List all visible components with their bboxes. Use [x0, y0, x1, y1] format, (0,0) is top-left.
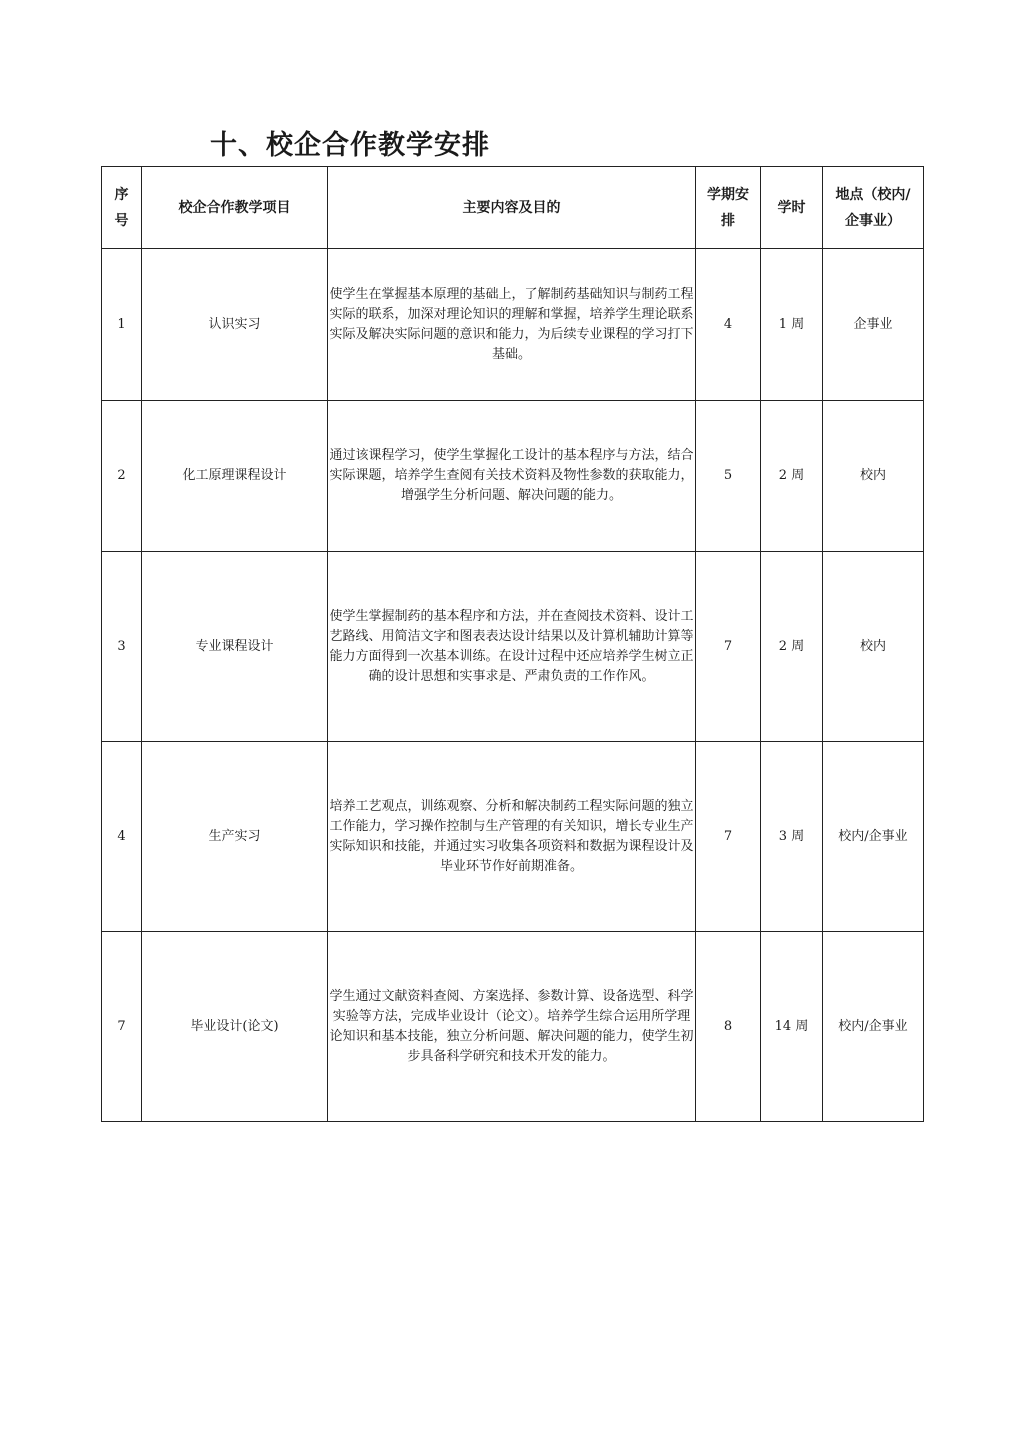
- row-semester: 5: [696, 401, 761, 552]
- row-semester: 8: [696, 932, 761, 1122]
- row-content: 学生通过文献资料查阅、方案选择、参数计算、设备选型、科学实验等方法，完成毕业设计（论文）。培养学生综合运用所学理论知识和基本技能，独立分析问题、解决问题的能力，使学生初步具备科学研究和技术开发的能力。: [328, 932, 696, 1122]
- row-content: 通过该课程学习，使学生掌握化工设计的基本程序与方法，结合实际课题，培养学生查阅有关技术资料及物性参数的获取能力，增强学生分析问题、解决问题的能力。: [328, 401, 696, 552]
- header-semester: 学期安排: [696, 167, 761, 249]
- row-hours: 2 周: [761, 401, 823, 552]
- row-content: 使学生在掌握基本原理的基础上，了解制药基础知识与制药工程实际的联系，加深对理论知识的理解和掌握，培养学生理论联系实际及解决实际问题的意识和能力，为后续专业课程的学习打下基础。: [328, 249, 696, 401]
- header-project: 校企合作教学项目: [142, 167, 328, 249]
- header-row: [102, 167, 924, 249]
- row-seq: 2: [102, 401, 142, 552]
- table-row: [102, 552, 924, 742]
- row-seq: 4: [102, 742, 142, 932]
- row-seq: 3: [102, 552, 142, 742]
- table-body: [102, 249, 924, 1122]
- row-project: 生产实习: [142, 742, 328, 932]
- row-project: 毕业设计(论文): [142, 932, 328, 1122]
- table-row: [102, 249, 924, 401]
- row-seq: 1: [102, 249, 142, 401]
- row-location: 校内/企事业: [823, 932, 924, 1122]
- table-header: [102, 167, 924, 249]
- header-location: 地点（校内/企事业）: [823, 167, 924, 249]
- row-project: 专业课程设计: [142, 552, 328, 742]
- row-seq: 7: [102, 932, 142, 1122]
- header-seq: 序号: [102, 167, 142, 249]
- row-location: 企事业: [823, 249, 924, 401]
- table-row: [102, 742, 924, 932]
- row-semester: 7: [696, 552, 761, 742]
- header-content: 主要内容及目的: [328, 167, 696, 249]
- row-project: 化工原理课程设计: [142, 401, 328, 552]
- row-project: 认识实习: [142, 249, 328, 401]
- row-hours: 3 周: [761, 742, 823, 932]
- row-semester: 4: [696, 249, 761, 401]
- row-location: 校内: [823, 401, 924, 552]
- teaching-schedule-table: [101, 166, 924, 1122]
- row-hours: 1 周: [761, 249, 823, 401]
- row-content: 培养工艺观点，训练观察、分析和解决制药工程实际问题的独立工作能力，学习操作控制与生产管理的有关知识，增长专业生产实际知识和技能，并通过实习收集各项资料和数据为课程设计及毕业环节作好前期准备。: [328, 742, 696, 932]
- row-content: 使学生掌握制药的基本程序和方法，并在查阅技术资料、设计工艺路线、用简洁文字和图表表达设计结果以及计算机辅助计算等能力方面得到一次基本训练。在设计过程中还应培养学生树立正确的设计思想和实事求是、严肃负责的工作作风。: [328, 552, 696, 742]
- row-location: 校内/企事业: [823, 742, 924, 932]
- row-hours: 2 周: [761, 552, 823, 742]
- page-title: 十、校企合作教学安排: [210, 130, 490, 161]
- row-hours: 14 周: [761, 932, 823, 1122]
- table-row: [102, 401, 924, 552]
- header-hours: 学时: [761, 167, 823, 249]
- row-location: 校内: [823, 552, 924, 742]
- table-row: [102, 932, 924, 1122]
- row-semester: 7: [696, 742, 761, 932]
